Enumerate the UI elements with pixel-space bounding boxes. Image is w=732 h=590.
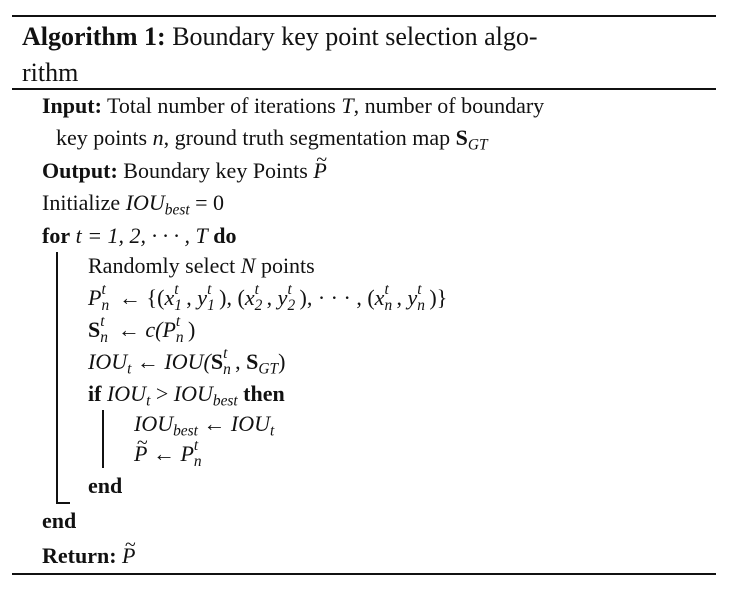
input-line: Input: Total number of iterations T, number of boundary: [42, 93, 545, 118]
p-update-line: ~ P ← P t n: [134, 439, 206, 469]
for-block-bar: [56, 252, 58, 503]
output-line: Output: Boundary key Points ~ P: [42, 156, 327, 186]
iou-assign-line: $IOU_t$ ← IOU(S t n , $S_{GT}$): [88, 345, 286, 379]
algorithm-title-2: rithm: [22, 58, 79, 87]
for-block-stub: [56, 502, 70, 504]
input-line-2: key points n, ground truth segmentation map $S_{GT}$: [56, 125, 488, 154]
algorithm-caption: [22, 19, 712, 91]
caption-rule: [12, 88, 716, 90]
pn-assign-line: P t n ← {(x t 1 , y t 1 ), (x t 2 , y t 2 ), · · · , (x t n , y t n )}: [88, 281, 448, 315]
end-for-line: end: [42, 508, 77, 533]
if-block-bar: [102, 410, 104, 468]
best-update-line: $IOU_{best}$ ← $IOU_t$: [134, 411, 275, 440]
bottom-rule: [12, 573, 716, 575]
algorithm-title-1: Boundary key point selection algo-: [165, 22, 538, 51]
initialize-line: Initialize $IOU_{best} = 0$: [42, 190, 225, 219]
top-rule: [12, 15, 716, 17]
sn-assign-line: S t n ← c(P t n ): [88, 313, 196, 347]
random-select-line: Randomly select N points: [88, 253, 315, 278]
for-line: for t = 1, 2, · · · , T do: [42, 223, 237, 248]
end-if-line: end: [88, 473, 123, 498]
return-line: Return: ~ P: [42, 541, 136, 571]
algorithm-label: Algorithm 1:: [22, 22, 166, 51]
if-line: if $IOU_t > IOU_{best}$ then: [88, 381, 285, 410]
